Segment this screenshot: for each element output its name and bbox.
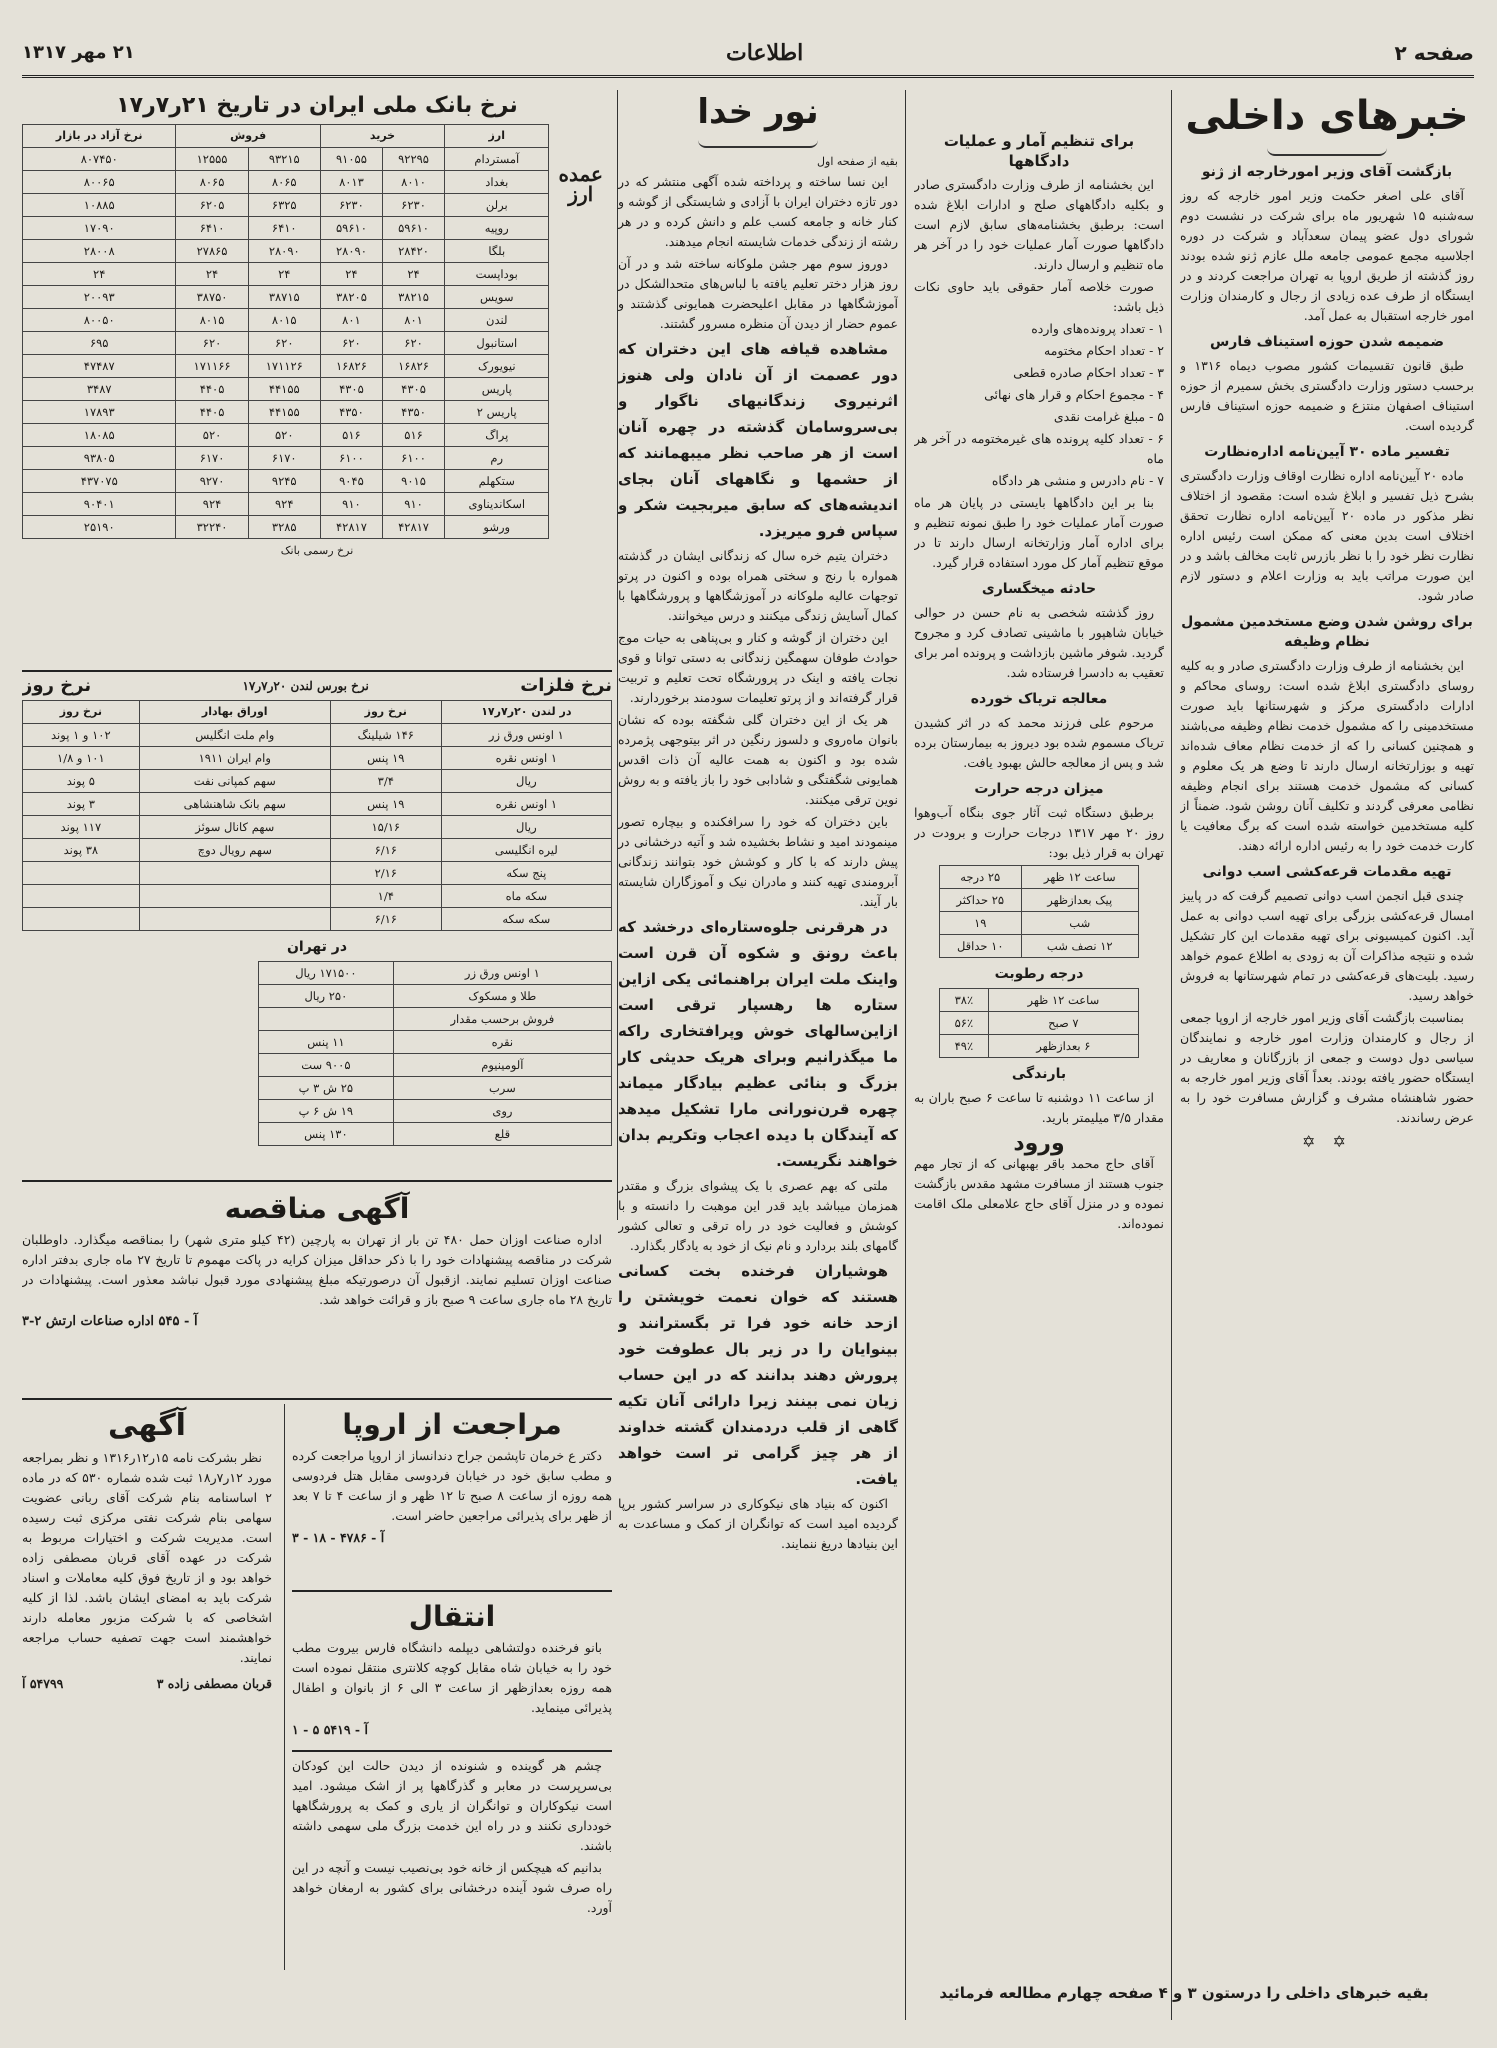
headline: بازگشت آقای وزیر امورخارجه از ژنو [1201,164,1453,180]
tender-text: اداره صناعت اوزان حمل ۴۸۰ تن بار از تهران به پارچین (۴۲ کیلو متری شهر) را بمناقصه میگذارد. داوطلبان شرکت در مناقصه پیشنهادات خود را با ذکر حداقل میزان کرایه در پاکت مهموم تا تاریخ ۲۷ ماه جاری بدفتر اداره صناعت اوزان تسلیم نمایند. ازقبول آن درصورتیکه مبلغ پیشنهادی مورد قبول نباشد معذور است. پیشنهادات در تاریخ ۲۸ ماه جاری ساعت ۹ صبح باز و قرائت خواهد شد. [22,1232,612,1307]
article-text: این نسا ساخته و پرداخته شده آگهی منتشر که در دور تازه دختران ایران با آزادی و شایستگی از گوشه و کنار خانه و جامعه کسب علم و دانش کرده و در هر رشته از زندگی خدمات شایسته انجام میدهند. [618,174,898,249]
bold-paragraph: مشاهده قیافه های این دختران که دور عصمت از آن نادان ولی هنوز اثرنیروی زندگانیهای ناگوار و بی‌سروسامان گذشته در چهره آنان است از هر صاحب نظر میبهمانند که از حشمها و نگاههای آنان بجای اندیشه‌های که سابق میربجیت شکر و سپاس فرو میریزد. [618,340,898,540]
table-cell: ۱۱۷ پوند [23,816,140,839]
table-cell: بلگا [445,240,549,263]
table-cell: ۹۰۰۵ ست [259,1054,394,1077]
table-cell: ۹۲۴ [176,493,248,516]
page-number: صفحه ۲ [1394,40,1474,65]
table-cell [139,908,330,931]
star-ornament: ✡ ✡ [1302,1132,1352,1151]
metals-row [23,885,612,908]
table-cell: ۶۱۰۰ [382,447,444,470]
table-cell: ۱۷۰۹۰ [23,217,176,240]
table-cell: ۶/۱۶ [330,908,441,931]
table-cell: آمستردام [445,148,549,171]
table-cell: ۱۷۱۱۲۶ [248,355,320,378]
tehran-row [259,1031,612,1054]
tehran-row [259,985,612,1008]
table-cell: سهم بانک شاهنشاهی [139,793,330,816]
table-cell: ۳۴۸۷ [23,378,176,401]
table-cell: ۹۲۲۹۵ [382,148,444,171]
table-cell: ۱۲۵۵۵ [176,148,248,171]
return-footer: آ - ۴۷۸۶ - ۱۸ - ۳ [292,1530,385,1545]
table-cell: ۲۸۰۹۰ [248,240,320,263]
article-text: از ساعت ۱۱ دوشنبه تا ساعت ۶ صبح باران به مقدار ۳/۵ میلیمتر بارید. [914,1090,1164,1125]
table-cell: ۱۹ پنس [330,747,441,770]
notice-title: آگهی [108,1408,186,1443]
table-cell: ۱ اونس نقره [441,747,611,770]
table-cell: ۶۴۱۰ [176,217,248,240]
table-cell: ۱ اونس نقره [441,793,611,816]
table-cell: ۴۲۸۱۷ [320,516,382,539]
table-cell: نقره [393,1031,611,1054]
table-cell: ۸۰۱۳ [320,171,382,194]
tehran-row [259,1100,612,1123]
tender-ad [22,1188,612,1393]
bank-rate-row [23,378,549,401]
metals-row [23,839,612,862]
list-item: ۴ - مجموع احکام و قرار های نهائی [984,387,1164,402]
table-cell: ۵ پوند [23,770,140,793]
table-cell: ۲۴ [23,263,176,286]
metals-row [23,793,612,816]
table-cell: ۵۲۰ [176,424,248,447]
table-cell: ۸۰۱۵ [176,309,248,332]
tehran-row [259,1008,612,1031]
article-text: ماده ۲۰ آیین‌نامه اداره نظارت اوقاف وزارت دادگستری بشرح ذیل تفسیر و ابلاغ شده است: مقصود از اختلاف نظر مذکور در ماده ۲۰ آیین‌نامه اداره نظارت تحقق اختلاف است بدین معنی که ممکن است رئیس اداره نظارت نظر خود را با نظر بازرس ثابت مخالف باشد و در این صورت مراتب باید به وزارت اعلام و دستور لازم صادر شود. [1180,468,1474,603]
table-cell: اسکاندیناوی [445,493,549,516]
metals-row [23,862,612,885]
tehran-row [259,1077,612,1100]
table-cell: ۱۴۶ شیلینگ [330,724,441,747]
table-cell: ۸۰۷۴۵۰ [23,148,176,171]
bank-rate-row [23,194,549,217]
table-cell: سهم کمپانی نفت [139,770,330,793]
table-cell [139,885,330,908]
column-divider [1171,90,1172,2020]
table-cell: برلن [445,194,549,217]
table-cell: قلع [393,1123,611,1146]
table-cell: ۳ پوند [23,793,140,816]
article-text: بمناسبت بازگشت آقای وزیر امور خارجه از اروپا جمعی از رجال و کارمندان وزارت امور خارجه و نمایندگان سیاسی دول دوست و جمعی از بازرگانان و معاریف در ایستگاه حضور یافته بودند. بعداً آقای وزیر امور خارجه به حضور شاهنشاه مشرف و گزارش مسافرت خود را به عرض رساندند. [1180,1010,1474,1125]
table-cell: ۴۳۰۵ [382,378,444,401]
table-cell: ۶۲۰ [320,332,382,355]
table-cell: ۳۸ پوند [23,839,140,862]
bank-rate-row [23,355,549,378]
table-cell: ۳۸۷۵۰ [176,286,248,309]
article-text: طبق قانون تقسیمات کشور مصوب دیماه ۱۳۱۶ و برحسب دستور وزارت دادگستری بخش سمیرم از حوزه استیناف اصفهان منتزع و ضمیمه حوزه استیناف فارس گردیده است. [1180,358,1474,433]
table-cell: ریال [441,816,611,839]
headline: برای روشن شدن وضع مستخدمین مشمول نظام وظیفه [1181,614,1473,650]
newspaper-name: اطلاعات [725,39,804,66]
table-cell: ۱۰۸۸۵ [23,194,176,217]
table-cell: ۹۱۰ [382,493,444,516]
tender-footer: آ - ۵۴۵ اداره صناعات ارتش ۲-۳ [22,1314,198,1329]
metals-date: نرخ بورس لندن ۲۰ر۷ر۱۷ [242,679,369,693]
table-cell: روپیه [445,217,549,240]
table-cell: ۱/۴ [330,885,441,908]
table-cell: ۹۳۸۰۵ [23,447,176,470]
metals-col2: نرخ روز [22,676,92,696]
table-cell: ۴۴۰۵ [176,378,248,401]
headline: میزان درجه حرارت [974,781,1104,797]
metals-row [23,724,612,747]
bank-rates-table: ارز خرید فروش نرخ آزاد در بازار آمستردام ۹۲۲۹۵ ۹۱۰۵۵ ۹۳۲۱۵ ۱۲۵۵۵ ۸۰۷۴۵۰ بغداد ۸۰۱۰ ۸۰۱۳ ۸۰۶۵ ۸۰۶۵ ۸۰۰۶۵ برلن ۶۲۳۰ ۶۲۳۰ ۶۳۲۵ ۶۲۰۵ ۱۰۸۸۵ روپیه ۵۹۶۱۰ ۵۹۶۱۰ ۶۴۱۰ ۶۴۱۰ ۱۷۰۹۰ بلگا ۲۸۴۲۰ ۲۸۰۹۰ ۲۸۰۹۰ ۲۷۸۶۵ ۲۸۰۰۸ بوداپست ۲۴ ۲۴ ۲۴ ۲۴ ۲۴ سویس ۳۸۲۱۵ ۳۸۲۰۵ ۳۸۷۱۵ ۳۸۷۵۰ ۲۰۰۹۳ لندن ۸۰۱ ۸۰۱ ۸۰۱۵ ۸۰۱۵ ۸۰۰۵۰ استانبول ۶۲۰ ۶۲۰ ۶۲۰ ۶۲۰ ۶۹۵ نیویورک ۱۶۸۲۶ ۱۶۸۲۶ ۱۷۱۱۲۶ ۱۷۱۱۶۶ ۴۷۴۸۷ پاریس ۴۳۰۵ ۴۳۰۵ ۴۴۱۵۵ ۴۴۰۵ ۳۴۸۷ پاریس ۲ ۴۳۵۰ ۴۳۵۰ ۴۴۱۵۵ ۴۴۰۵ ۱۷۸۹۳ پراگ ۵۱۶ ۵۱۶ ۵۲۰ ۵۲۰ ۱۸۰۸۵ رم ۶۱۰۰ ۶۱۰۰ ۶۱۷۰ ۶۱۷۰ ۹۳۸۰۵ ستکهلم ۹۰۱۵ ۹۰۴۵ ۹۲۴۵ ۹۲۷۰ ۴۳۷۰۷۵ اسکاندیناوی ۹۱۰ ۹۱۰ ۹۲۴ ۹۲۴ ۹۰۴۰۱ ورشو ۴۲۸۱۷ ۴۲۸۱۷ ۳۲۸۵ ۳۲۲۴۰ ۲۵۱۹۰ [22,124,549,539]
courts-column [914,125,1164,1975]
article-text: این بخشنامه از طرف وزارت دادگستری صادر و به کلیه روسای دادگستری ابلاغ شده است: روسای محاکم و ادارات دادگستری مرکز و شهرستانها باید صورت مستخدمینی را که مشمول خدمت نظام وظیفه می‌باشند و همچنین کسانی را که از خدمت نظام معاف شده‌اند تهیه و بوزارتخانه ارسال دارند تا وضع هر یک معلوم و کسانی که مشمول خدمت هستند برای انجام وظیفه نظامی معرفی گردند و تکلیف آنان روشن شود. ضمناً از کلیه مستخدمین خواسته شده است که برگ معافیت یا کارت خدمت خود را به رئیس اداره ارائه دهند. [1180,658,1474,853]
table-cell: ۹۱۰۵۵ [320,148,382,171]
table-cell: ۲۴ [320,263,382,286]
table-cell: ۸۰۶۵ [176,171,248,194]
tehran-row [259,962,612,985]
table-cell: ۶۳۲۵ [248,194,320,217]
table-cell: ۶۱۷۰ [176,447,248,470]
issue-date: ۲۱ مهر ۱۳۱۷ [22,42,135,63]
table-cell: ۲۵ ش ۳ پ [259,1077,394,1100]
table-cell: ۱۷۱۱۶۶ [176,355,248,378]
bank-rate-row [23,309,549,332]
orphans-article [292,1756,612,1966]
table-cell: ۱۹ پنس [330,793,441,816]
article-text: آقای علی اصغر حکمت وزیر امور خارجه که روز سه‌شنبه ۱۵ شهریور ماه برای شرکت در نشست دوم شورای دول عضو پیمان سعدآباد و شرکت در دوره اجلاسیه مجمع عمومی جامعه ملل عازم ژنو شده بودند روز گذشته از طریق اروپا به تهران مراجعت کردند و در ایستگاه از طرف عده زیادی از رجال و کارمندان وزارت امور خارجه استقبال به عمل آمد. [1180,188,1474,323]
table-cell: ۸۰۶۵ [248,171,320,194]
table-cell: ۶۲۰۵ [176,194,248,217]
metals-row [23,908,612,931]
article-text: برطبق دستگاه ثبت آثار جوی بنگاه آب‌وهوا روز ۲۰ مهر ۱۳۱۷ درجات حرارت و برودت در تهران به قرار ذیل بود: [914,805,1164,860]
table-cell: استانبول [445,332,549,355]
list-item: ۶ - تعداد کلیه پرونده های غیرمختومه در آخر هر ماه [914,431,1164,466]
column-divider [284,1404,285,1970]
table-cell: ۳/۴ [330,770,441,793]
tehran-row [259,1123,612,1146]
article-text: هر یک از این دختران گلی شگفته بوده که نشان بانوان ماه‌روی و دلسوز رنگین در اثر بیتوجهی پژمرده شده بود و اکنون به همت عالیه آن ذات اقدس همایونی شگفتگی و شادابی خود را باز یافته و به روش نوین ترقی میکنند. [618,712,898,807]
article-text: آقای حاج محمد باقر بهبهانی که از تجار مهم جنوب هستند از مسافرت مشهد مقدس بازگشت نموده و در منزل آقای حاج علامعلی ملک اقامت نموده‌اند. [914,1156,1164,1231]
table-cell: ۳۸۲۱۵ [382,286,444,309]
table-cell: ۶۲۰ [176,332,248,355]
notice-code: ۵۴۷۹۹ آ [22,1676,64,1691]
article-text: این بخشنامه از طرف وزارت دادگستری صادر و بکلیه دادگاههای صلح و ادارات ابلاغ شده است: برطبق بخشنامه‌های سابق لازم است دادگاهها صورت آمار عملیات خود را در آخر هر ماه تنظیم و ارسال دارند. [914,177,1164,272]
table-cell: ۶۲۰ [248,332,320,355]
bank-rate-row [23,263,549,286]
notice-text: نظر بشرکت نامه ۱۵ر۱۲ر۱۳۱۶ و نظر بمراجعه مورد ۱۲ر۷ر۱۸ ثبت شده شماره ۵۳۰ که در ماده ۲ اساسنامه بنام شرکت آقای ربانی عضویت سهامی بنام شرکت نفتی مرکزی ثبت رسیده است. مدیریت شرکت و اختیارات مربوط به شرکت در عهده آقای قربان مصطفی زاده خواهد بود و از تاریخ فوق کلیه معاملات و اسناد شرکت باید به امضای ایشان باشد. لذا از کلیه اشخاصی که با شرکت مزبور معامله دارند خواهشمند است جهت تصفیه حساب مراجعه نمایند. [22,1450,272,1665]
table-cell: ۲۴ [176,263,248,286]
table-cell: ۲/۱۶ [330,862,441,885]
metals-row [23,747,612,770]
table-cell: ۱۳۰ پنس [259,1123,394,1146]
article-text: اکنون که بنیاد های نیکوکاری در سراسر کشور برپا گردیده امید است که توانگران از کمک و مساعدت به این بنیادها دریغ ننمایند. [618,1496,898,1551]
table-cell: فروش برحسب مقدار [393,1008,611,1031]
table-cell: روی [393,1100,611,1123]
humidity-table: ساعت ۱۲ ظهر ۳۸٪ ۷ صبح ۵۶٪ ۶ بعدازظهر ۴۹٪ [939,988,1139,1058]
title-ornament [698,140,818,148]
table-cell: ۲۵۱۹۰ [23,516,176,539]
table-cell: ۸۰۰۵۰ [23,309,176,332]
page-header [22,30,1474,78]
metals-body [23,724,612,931]
table-cell: ۹۲۴ [248,493,320,516]
table-cell: سکه سکه [441,908,611,931]
table-cell: ۹۰۴۵ [320,470,382,493]
table-cell: ۲۸۰۹۰ [320,240,382,263]
bank-rates-body [23,148,549,539]
metals-row [23,770,612,793]
section-divider [292,1590,612,1592]
table-cell: ۴۷۴۸۷ [23,355,176,378]
bank-rate-row [23,447,549,470]
table-cell: ۳۸۲۰۵ [320,286,382,309]
table-cell: بغداد [445,171,549,194]
metals-row [23,816,612,839]
table-cell: نیویورک [445,355,549,378]
table-cell: ۱۰۲ و ۱ پوند [23,724,140,747]
bank-rate-row [23,516,549,539]
tehran-table [258,961,612,1146]
table-cell: ۱۸۰۸۵ [23,424,176,447]
transfer-text: بانو فرخنده دولتشاهی دیپلمه دانشگاه فارس بیروت مطب خود را به خیابان شاه مقابل کوچه کلانتری منتقل نموده است همه روزه بعدازظهر از ساعت ۳ الی ۶ از بانوان و اطفال پذیرائی مینماید. [292,1640,612,1715]
table-cell: ۱ اونس ورق زر [393,962,611,985]
article-title: نور خدا [697,92,819,132]
table-cell: ۴۴۱۵۵ [248,378,320,401]
headline: تهیه مقدمات قرعه‌کشی اسب دوانی [1202,864,1452,880]
tehran-title: در تهران [286,939,348,955]
table-cell: سویس [445,286,549,309]
table-cell: ۶/۱۶ [330,839,441,862]
bank-rate-row [23,470,549,493]
table-cell: سرب [393,1077,611,1100]
bank-rate-row [23,493,549,516]
table-cell: ۶۴۱۰ [248,217,320,240]
transfer-title: انتقال [408,1600,496,1633]
table-cell: ۹۳۲۱۵ [248,148,320,171]
continued-note: بقیه از صفحه اول [817,155,898,168]
section-divider [22,1398,612,1400]
table-cell: ۵۹۶۱۰ [320,217,382,240]
section-divider [22,1180,612,1182]
column-divider [905,90,906,2020]
table-cell: لندن [445,309,549,332]
headline: درجه رطوبت [994,966,1084,982]
table-cell: ۱۶۸۲۶ [382,355,444,378]
table-cell: پنج سکه [441,862,611,885]
table-cell: ۱۷۱۵۰۰ ریال [259,962,394,985]
notice-footer: قربان مصطفی زاده ۳ [156,1676,272,1691]
table-cell [23,885,140,908]
table-cell: ۸۰۱۵ [248,309,320,332]
bank-rates-title: نرخ بانک ملی ایران در تاریخ ۲۱ر۷ر۱۷ [116,93,518,118]
table-cell [259,1008,394,1031]
table-cell: ۱۵/۱۶ [330,816,441,839]
table-cell: ۶۲۰ [382,332,444,355]
table-cell: ۴۳۰۵ [320,378,382,401]
table-cell: ۵۱۶ [382,424,444,447]
table-cell: ۴۳۷۰۷۵ [23,470,176,493]
table-cell: ۹۲۴۵ [248,470,320,493]
list-item: ۷ - نام دادرس و منشی هر دادگاه [991,473,1164,488]
table-cell: سهم کانال سوئز [139,816,330,839]
table-cell: ۲۴ [248,263,320,286]
bank-rate-row [23,286,549,309]
metals-title: نرخ فلزات [520,676,612,696]
table-cell: پاریس ۲ [445,401,549,424]
article-text: بدانیم که هیچکس از خانه خود بی‌نصیب نیست و آنچه در این راه صرف شود آینده درخشانی برای کشور به ارمغان خواهد آورد. [292,1860,612,1915]
table-cell: طلا و مسکوک [393,985,611,1008]
table-cell: ۶۲۳۰ [382,194,444,217]
table-cell: سکه ماه [441,885,611,908]
bank-official-note: نرخ رسمی بانک [280,544,354,557]
table-cell: پراگ [445,424,549,447]
bank-rates-section [22,88,612,668]
table-cell: ۲۸۴۲۰ [382,240,444,263]
bank-rate-row [23,332,549,355]
table-cell: ۱ اونس ورق زر [441,724,611,747]
nour-khoda-column [618,88,898,1968]
table-cell: ۸۰۱ [382,309,444,332]
bank-rate-row [23,240,549,263]
table-cell: ۲۵۰ ریال [259,985,394,1008]
metals-table: در لندن ۲۰ر۷ر۱۷ نرخ روز اوراق بهادار نرخ روز ۱ اونس ورق زر ۱۴۶ شیلینگ وام ملت انگلیس ۱۰۲ و ۱ پوند ۱ اونس نقره ۱۹ پنس وام ایران ۱۹۱۱ ۱۰۱ و ۱/۸ ریال ۳/۴ سهم کمپانی نفت ۵ پوند ۱ اونس نقره ۱۹ پنس سهم بانک شاهنشاهی ۳ پوند ریال ۱۵/۱۶ سهم کانال سوئز ۱۱۷ پوند لیره انگلیسی ۶/۱۶ سهم رویال دوچ ۳۸ پوند پنج سکه ۲/۱۶ سکه ماه ۱/۴ سکه سکه ۶/۱۶ [22,700,612,931]
table-cell: ۲۰۰۹۳ [23,286,176,309]
table-cell: ۲۸۰۰۸ [23,240,176,263]
headline: ضمیمه شدن حوزه استیناف فارس [1209,334,1445,350]
table-cell [23,908,140,931]
table-cell [23,862,140,885]
bank-rate-row [23,424,549,447]
article-text: دختران یتیم خره سال که زندگانی ایشان در گذشته همواره با رنج و سختی همراه بوده و اکنون در پرتو توجهات عالیه ملوکانه در آموزشگاهها و پرورشگاهها با کمال آسایش زندگی میکنند و درس میخوانند. [618,548,898,623]
table-cell: ۴۳۵۰ [382,401,444,424]
table-cell: ۶۲۳۰ [320,194,382,217]
table-cell: ۱۱ پنس [259,1031,394,1054]
table-cell: ۶۱۰۰ [320,447,382,470]
table-cell [139,862,330,885]
article-text: چشم هر گوینده و شنونده از دیدن حالت این کودکان بی‌سرپرست در معابر و گذرگاهها پر از اشک میشود. امید است نیکوکاران و توانگران از یاری و کمک به پرورشگاهها خودداری نکنند و در راه این خدمت بزرگ ملی سهمی داشته باشند. [292,1758,612,1853]
headline: بارندگی [1011,1066,1067,1082]
table-cell: ۳۸۷۱۵ [248,286,320,309]
table-cell: وام ملت انگلیس [139,724,330,747]
headline: برای تنظیم آمار و عملیات دادگاهها [943,132,1135,170]
table-cell: ۹۲۷۰ [176,470,248,493]
bank-rate-row [23,148,549,171]
table-cell: ۱۰۱ و ۱/۸ [23,747,140,770]
table-cell: آلومینیوم [393,1054,611,1077]
section-divider [292,1750,612,1752]
bank-rate-row [23,217,549,240]
table-cell: لیره انگلیسی [441,839,611,862]
table-cell: ۱۹ ش ۶ پ [259,1100,394,1123]
temperature-table: ساعت ۱۲ ظهر ۲۵ درجه پیک بعدازظهر ۲۵ حداکثر شب ۱۹ ۱۲ نصف شب ۱۰ حداقل [939,865,1139,958]
table-cell: ۹۰۴۰۱ [23,493,176,516]
table-cell: ۳۲۲۴۰ [176,516,248,539]
headline: تفسیر ماده ۳۰ آیین‌نامه اداره‌نظارت [1204,444,1450,460]
transfer-ad [292,1596,612,1746]
table-cell: رم [445,447,549,470]
article-text: این دختران از گوشه و کنار و بی‌پناهی به حیات موج حوادث طوفان سهمگین زندگانی به دستی توانا و قوی نجات یافته و اینک در پرورشگاه تحت تعلیم و تربیت قرار گرفته‌اند و از پرتو تعلیمات سودمند برخوردارند. [618,630,898,705]
headline: حادثه میخگساری [981,581,1097,597]
article-text: روز گذشته شخصی به نام حسن در حوالی خیابان شاهپور با ماشینی تصادف کرد و مجروح گردید. شوفر ماشین بازداشت و پرونده امر برای تعقیب به دادسرا فرستاده شد. [914,605,1164,680]
table-cell: ریال [441,770,611,793]
table-cell: پاریس [445,378,549,401]
list-item: ۲ - تعداد احکام مختومه [1044,343,1164,358]
table-cell: وام ایران ۱۹۱۱ [139,747,330,770]
table-cell: ۹۰۱۵ [382,470,444,493]
article-text: ملتی که بهم عصری با یک پیشوای بزرگ و مقتدر همزمان میباشد باید قدر این موهبت را دانسته و با کوشش و فعالیت خود در راه ترقی و تعالی کشور گامهای بلند بردارد و نام نیک از خود به یادگار بگذارد. [618,1178,898,1253]
table-cell: ۴۳۵۰ [320,401,382,424]
article-text: بنا بر این دادگاهها بایستی در پایان هر ماه صورت آمار عملیات خود را طبق نمونه تنظیم و برای اداره آمار وزارتخانه ارسال دارند تا در موقع تنظیم آمار کل مورد استفاده قرار گیرد. [914,495,1164,570]
table-cell: ستکهلم [445,470,549,493]
continuation-note: بقیه خبرهای داخلی را درستون ۳ و ۴ صفحه چهارم مطالعه فرمائید [939,1984,1429,2002]
table-cell: ۸۰۱۰ [382,171,444,194]
transfer-footer: آ - ۵۴۱۹ ۵ - ۱ [292,1722,368,1737]
table-cell: ۵۱۶ [320,424,382,447]
metals-section [22,676,612,1196]
bank-rate-row [23,171,549,194]
table-cell: ۲۴ [382,263,444,286]
bold-paragraph: هوشیاران فرخنده بخت کسانی هستند که خوان نعمت خویشتن را ازحد خانه خود فرا تر بگسترانند و بینوایان را در زیر بال عطوفت خود پرورش دهند بدانند که در این حساب زیان نمی بینند زیرا دارائی آنان تکیه گاهی از قلب دردمندان گشته خداوند از هر چیز گرامی تر است خواهد یافت. [618,1262,898,1488]
bank-rate-row [23,401,549,424]
tehran-row [259,1054,612,1077]
table-cell: ۵۲۰ [248,424,320,447]
table-cell: ۴۴۱۵۵ [248,401,320,424]
table-cell: بوداپست [445,263,549,286]
article-text: صورت خلاصه آمار حقوقی باید حاوی نکات ذیل باشد: [914,279,1164,314]
table-cell: سهم رویال دوچ [139,839,330,862]
bold-paragraph: در هرقرنی جلوه‌ستاره‌ای درخشد که باعث رونق و شکوه آن قرن است واینک ملت ایران براهنمائی یکی ازاین ستاره ها رهسپار ترقی است ازاین‌سالهای خوش وپرافتخاری راکه ما میگذرانیم وبرای هریک حدیثی کار بزرگ و بنائی عظیم بیادگار میماند چهره قرن‌نورانی مارا تشکیل میدهد که آیندگان با دیده اعجاب وتکریم بدان خواهند نگریست. [618,918,898,1170]
table-cell: ۴۴۰۵ [176,401,248,424]
list-item: ۵ - مبلغ غرامت نقدی [1053,409,1164,424]
table-cell: ورشو [445,516,549,539]
title-ornament [1267,148,1387,156]
newspaper-page [22,30,1474,2020]
article-text: دوروز سوم مهر جشن ملوکانه ساخته شد و در آن روز هزار دختر تعلیم یافته با لباس‌های متحدالشکل در آموزشگاهها در مقابل اعلیحضرت همایونی گذشتند و عموم حضار از دیدن آن منظره مسرور گشتند. [618,256,898,331]
article-text: باین دختران که خود را سرافکنده و بیچاره تصور مینمودند امید و نشاط بخشیده شد و آتیه درخشانی در پیش دارند که با کار و کوشش خود بتوانند زندگانی آبرومندی تهیه کنند و مادران نیک و آموزگاران شایسته بار آیند. [618,814,898,909]
article-text: چندی قبل انجمن اسب دوانی تصمیم گرفت که در پاییز امسال قرعه‌کشی بزرگی برای تهیه اسب دوانی به عمل آید. اکنون کمیسیونی برای تهیه مقدمات این کار تشکیل شده و نتیجه مذاکرات آن به زودی به اطلاع عموم خواهد رسید. بلیت‌های قرعه‌کشی در تمام شهرستانها به فروش خواهد رسید. [1180,888,1474,1003]
list-item: ۳ - تعداد احکام صادره قطعی [1013,365,1164,380]
section-divider [22,670,612,672]
table-cell: ۸۰۱ [320,309,382,332]
list-item: ۱ - تعداد پرونده‌های وارده [1031,321,1164,336]
table-cell: ۱۷۸۹۳ [23,401,176,424]
table-cell: ۶۱۷۰ [248,447,320,470]
table-cell: ۴۲۸۱۷ [382,516,444,539]
bank-side-label: عمده ارز [558,162,603,206]
table-cell: ۶۹۵ [23,332,176,355]
notice-ad [22,1404,272,1964]
article-text: مرحوم علی فرزند محمد که در اثر کشیدن تریاک مسموم شده بود دیروز به بیمارستان برده شد و پس از معالجه حالش بهبود یافت. [914,715,1164,770]
domestic-news-column [1180,88,1474,2020]
table-cell: ۸۰۰۶۵ [23,171,176,194]
headline: معالجه تریاک خورده [970,691,1108,707]
table-cell: ۱۶۸۲۶ [320,355,382,378]
table-cell: ۹۱۰ [320,493,382,516]
tender-title: آگهی مناقصه [224,1192,410,1225]
table-cell: ۵۹۶۱۰ [382,217,444,240]
return-ad [292,1404,612,1584]
table-cell: ۲۷۸۶۵ [176,240,248,263]
return-title: مراجعت از اروپا [342,1408,562,1441]
return-text: دکتر ع خرمان تاپشمن جراح دندانساز از اروپا مراجعت کرده و مطب سابق خود در خیابان فردوسی مقابل هتل فردوسی همه روزه از ساعت ۸ صبح تا ۱۲ ظهر و از ساعت ۴ تا ۷ بعد از ظهر برای پذیرائی مراجعین حاضر است. [292,1448,612,1523]
headline: ورود [1013,1131,1065,1156]
domestic-news-title: خبرهای داخلی [1185,93,1469,139]
table-cell: ۳۲۸۵ [248,516,320,539]
